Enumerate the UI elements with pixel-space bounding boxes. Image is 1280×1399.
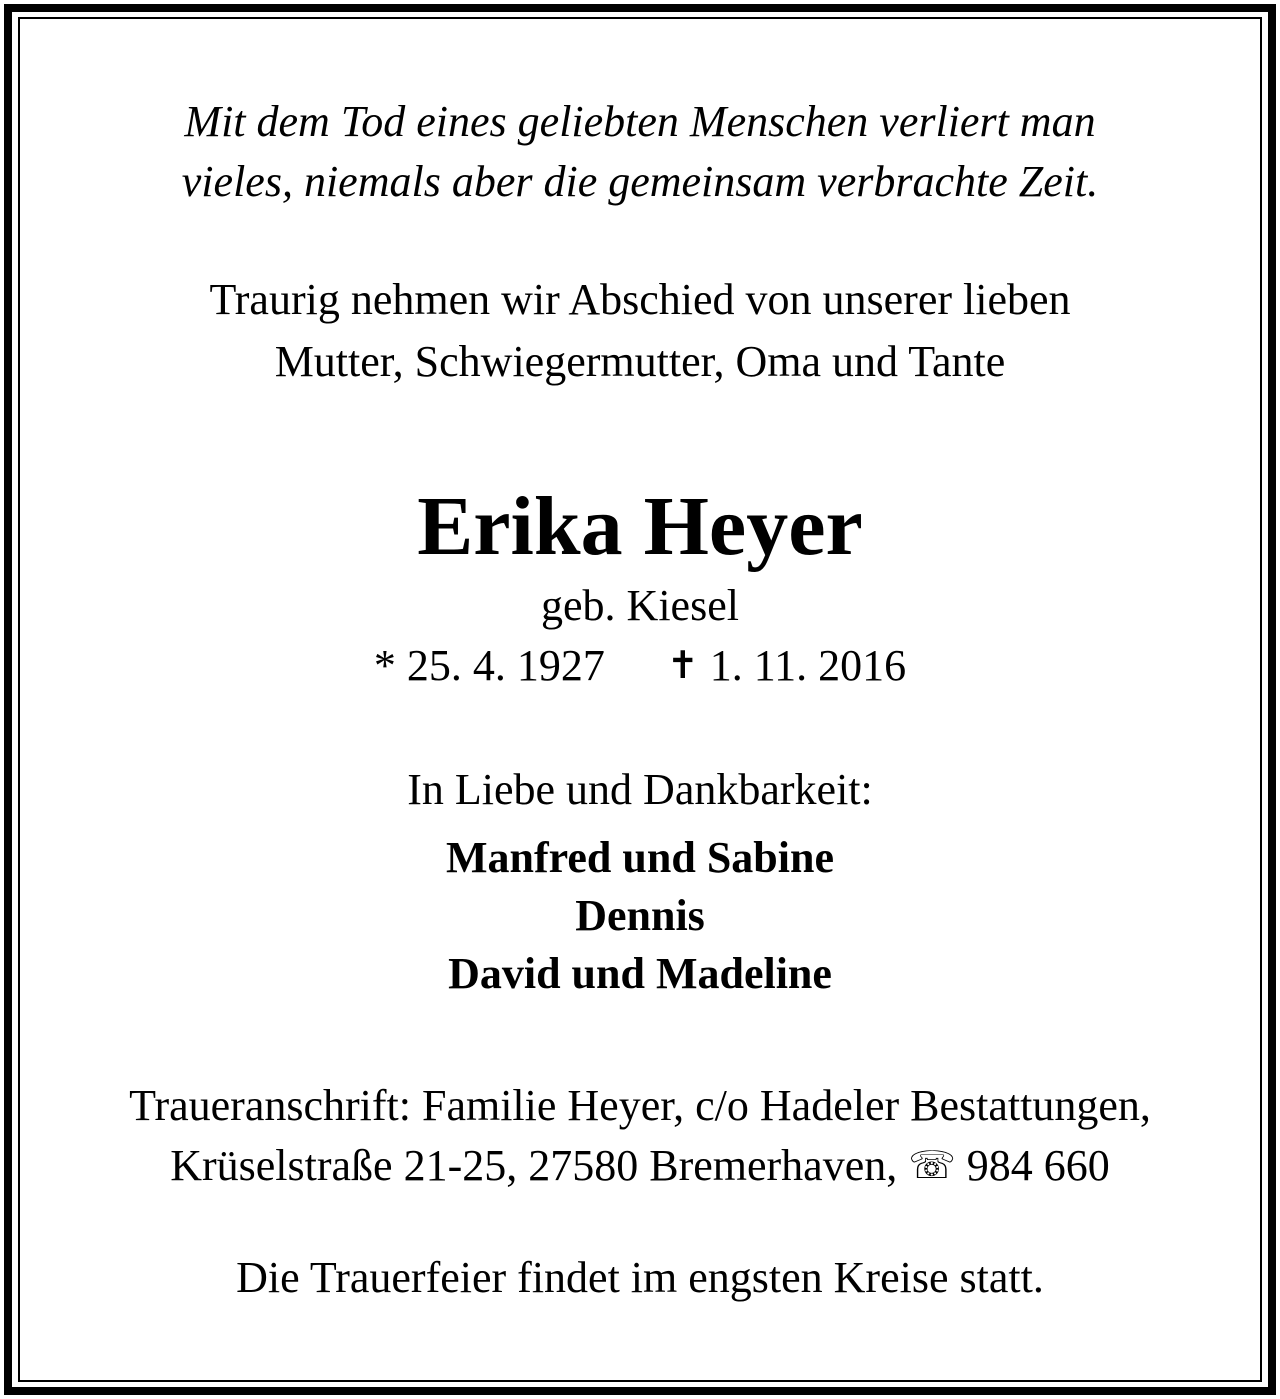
intro-line-1: Traurig nehmen wir Abschied von unserer lieben — [209, 275, 1071, 324]
death-date: 1. 11. 2016 — [709, 641, 907, 690]
address-line-2 — [0, 1140, 1280, 1191]
intro-line-2: Mutter, Schwiegermutter, Oma und Tante — [274, 337, 1006, 386]
mourners-intro: In Liebe und Dankbarkeit: — [407, 765, 873, 814]
motto-line-1: Mit dem Tod eines geliebten Menschen verliert man — [184, 97, 1096, 146]
birth-date: * 25. 4. 1927 — [373, 641, 605, 690]
ceremony-note: Die Trauerfeier findet im engsten Kreise statt. — [236, 1253, 1044, 1302]
phone-icon: ☏ — [908, 1143, 956, 1187]
maiden-name: geb. Kiesel — [541, 581, 739, 630]
address-line-1: Traueranschrift: Familie Heyer, c/o Hadeler Bestattungen, — [129, 1081, 1151, 1130]
deceased-name: Erika Heyer — [417, 480, 863, 573]
address-street: Krüselstraße 21-25, 27580 Bremerhaven, — [170, 1141, 898, 1190]
motto-line-2: vieles, niemals aber die gemeinsam verbrachte Zeit. — [181, 157, 1099, 206]
mourner-name: Dennis — [575, 891, 705, 940]
dates-line — [0, 640, 1280, 691]
mourner-name: David und Madeline — [448, 949, 832, 998]
mourner-name: Manfred und Sabine — [446, 833, 834, 882]
cross-icon: ✝ — [666, 643, 699, 687]
phone-number: 984 660 — [966, 1141, 1110, 1190]
